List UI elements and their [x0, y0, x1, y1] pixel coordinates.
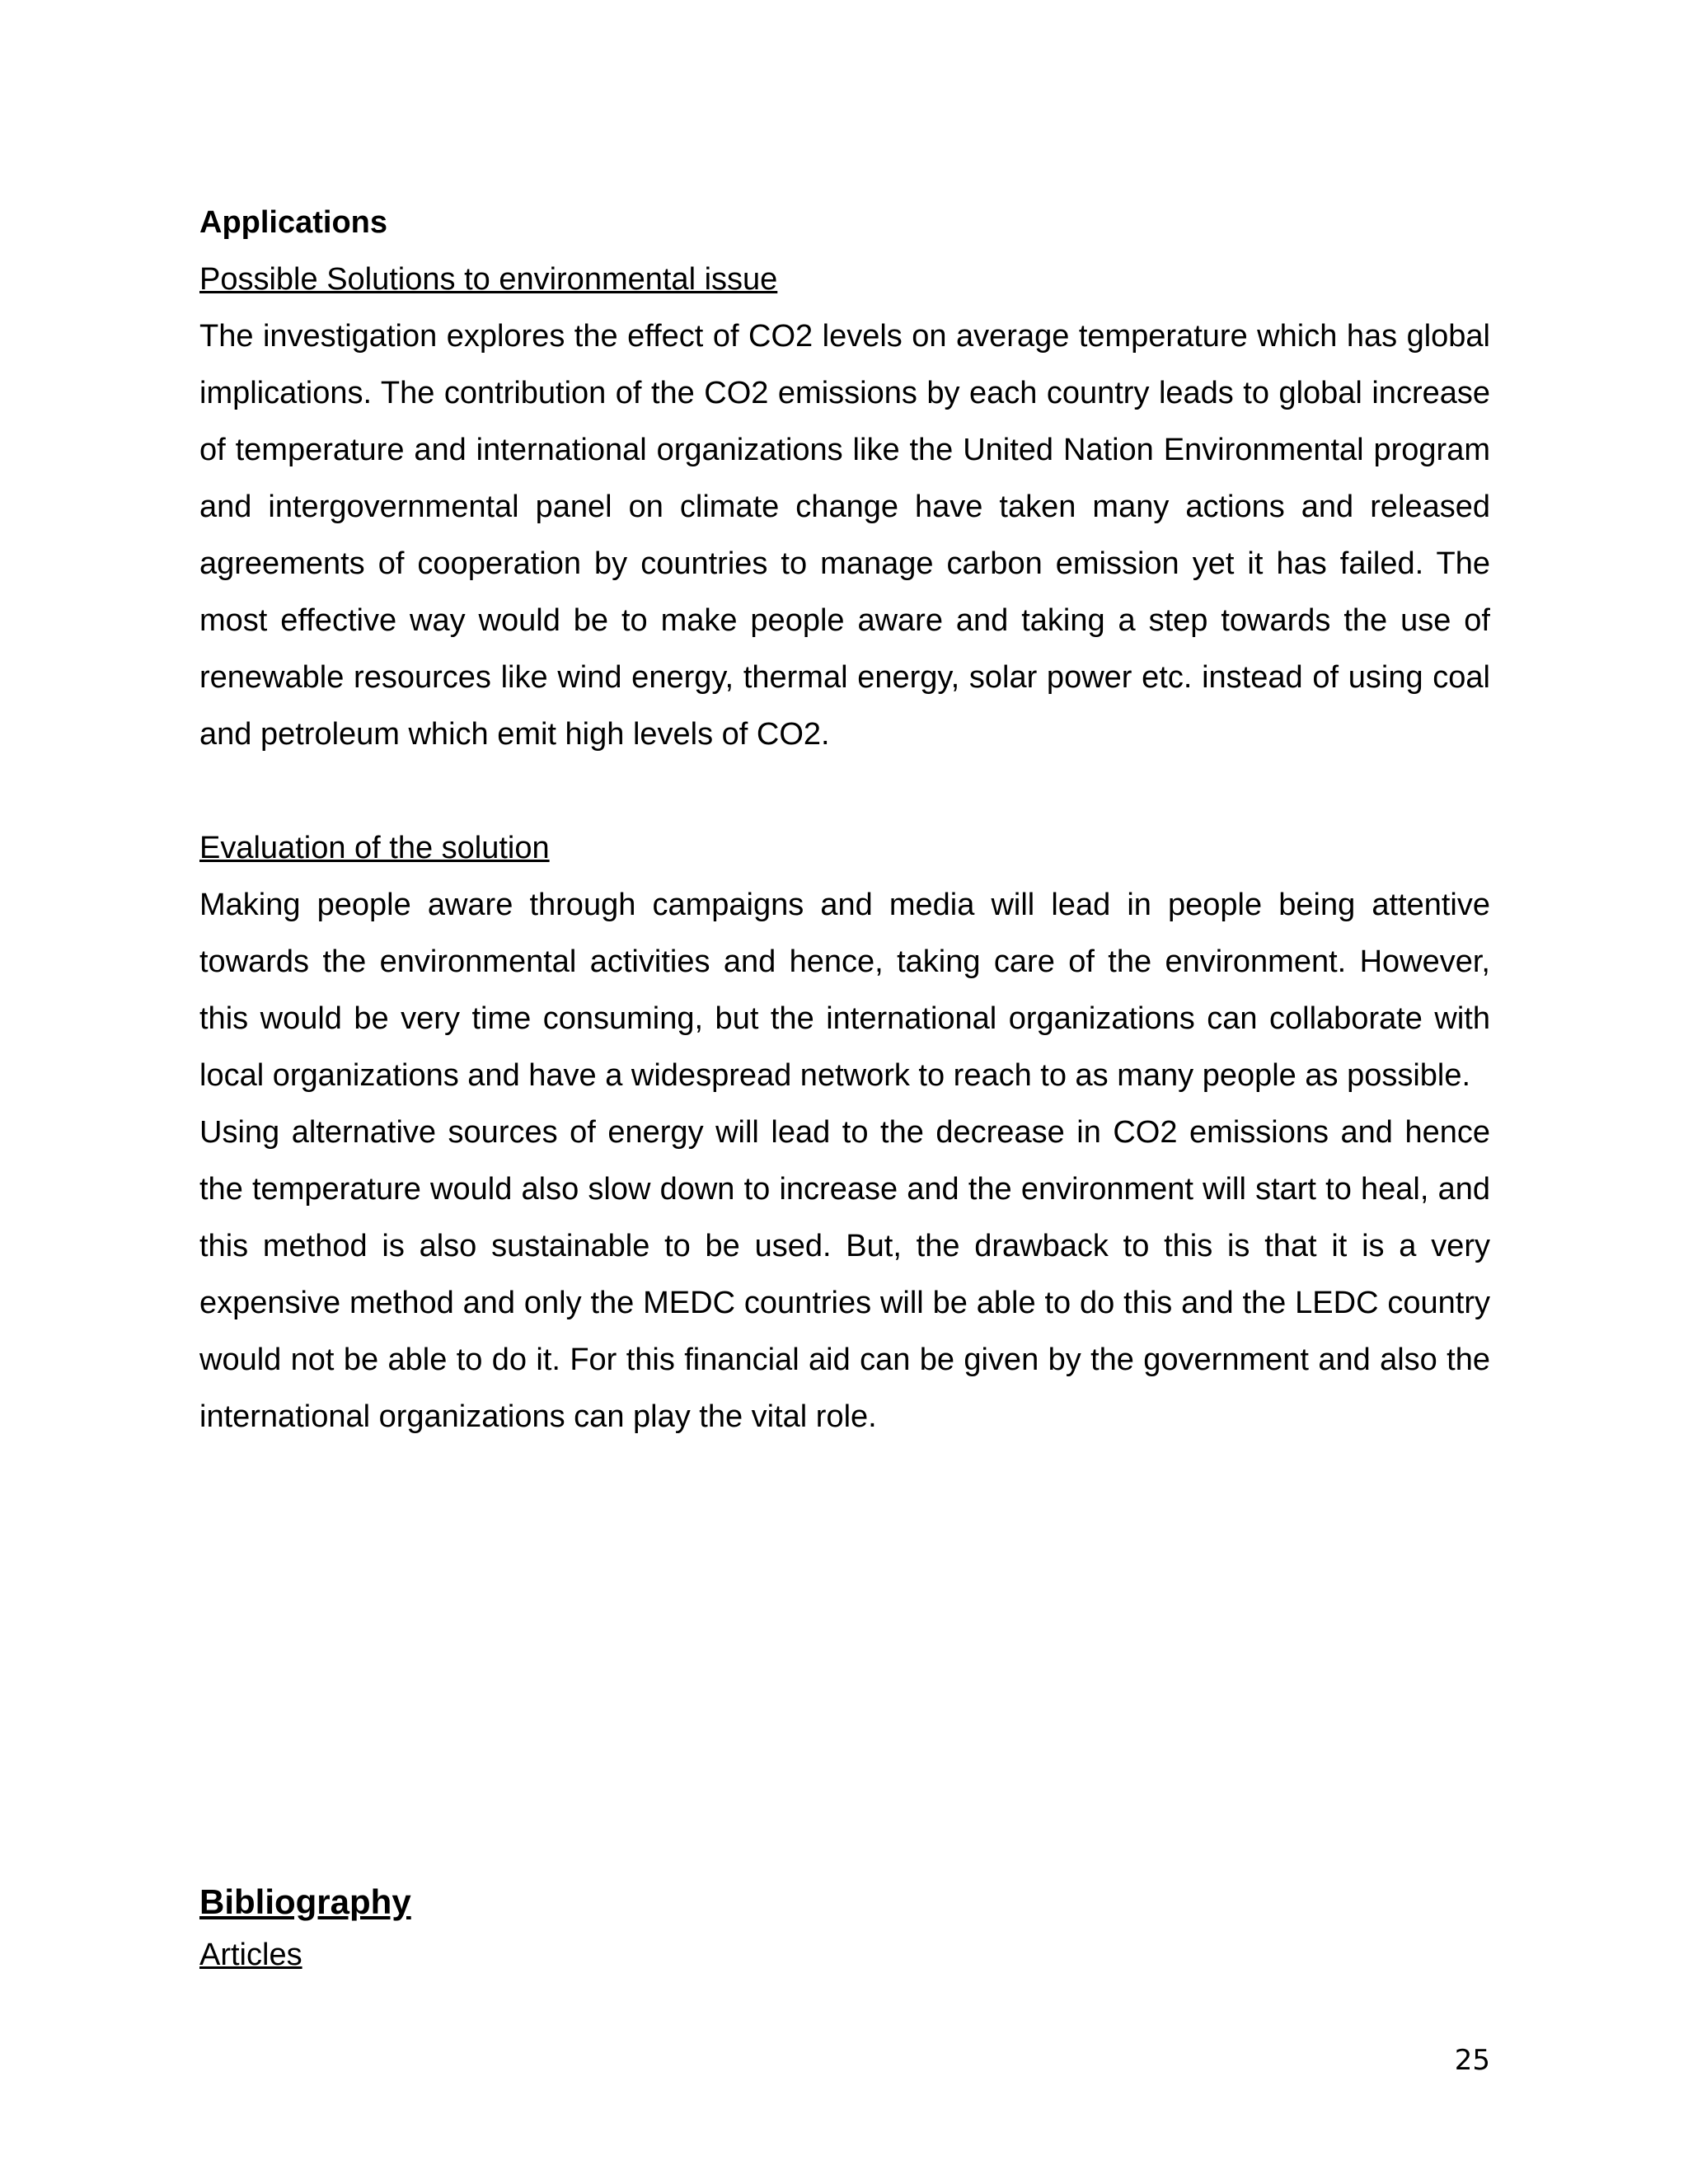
- evaluation-paragraph-2: Using alternative sources of energy will lead to the decrease in CO2 emissions and hence the temperature would also slow down to increase and the environment will start to heal, and this method is also sustainable to be used. But, the drawback to this is that it is a very expensive method and only the MEDC countries will be able to do this and the LEDC country would not be able to do it. For this financial aid can be given by the government and also the international organizations can play the vital role.: [199, 1115, 1490, 1434]
- page-number: 25: [1454, 2044, 1490, 2077]
- evaluation-title: Evaluation of the solution: [199, 831, 550, 865]
- possible-solutions-title: Possible Solutions to environmental issue: [199, 262, 778, 297]
- evaluation-paragraph-1: Making people aware through campaigns and media will lead in people being attentive towards the environmental activities and hence, taking care of the environment. However, this would be very time consuming, but the international organizations can collaborate with local organizations and have a widespread network to reach to as many people as possible.: [199, 888, 1490, 1093]
- bibliography-articles-subheading: Articles: [199, 1938, 302, 1972]
- bibliography-section: [199, 1877, 1490, 1984]
- bibliography-title: Bibliography: [199, 1882, 411, 1921]
- applications-section: [199, 194, 1490, 1446]
- possible-solutions-text: The investigation explores the effect of CO2 levels on average temperature which has global implications. The contribution of the CO2 emissions by each country leads to global increase of temperature and international organizations like the United Nation Environmental program and intergovernmental panel on climate change have taken many actions and released agreements of cooperation by countries to manage carbon emission yet it has failed. The most effective way would be to make people aware and taking a step towards the use of renewable resources like wind energy, thermal energy, solar power etc. instead of using coal and petroleum which emit high levels of CO2.: [199, 319, 1490, 752]
- applications-heading: Applications: [199, 205, 388, 240]
- section-spacer: [199, 763, 1490, 820]
